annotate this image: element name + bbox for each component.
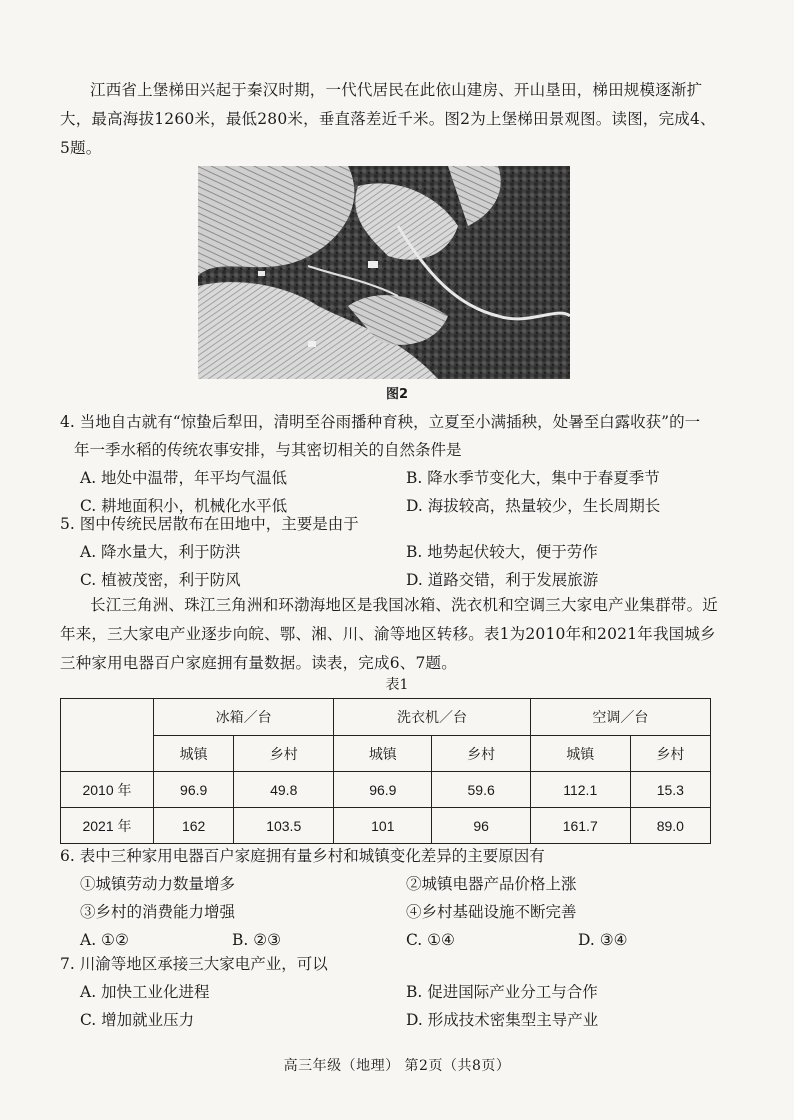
q6-item-3: ③乡村的消费能力增强 [80, 903, 236, 921]
table-cell: 15.3 [630, 772, 710, 808]
table-cell: 162 [154, 808, 234, 844]
figure-caption: 图2 [385, 387, 409, 402]
table-cell: 101 [334, 808, 432, 844]
q7-option-d[interactable]: D. 形成技术密集型主导产业 [406, 1011, 599, 1029]
page-footer: 高三年级（地理） 第2页（共8页） [283, 1058, 511, 1074]
table-corner-cell [61, 699, 154, 772]
q5-option-c[interactable]: C. 植被茂密，利于防风 [80, 571, 241, 589]
table-cell: 96 [432, 808, 530, 844]
question-7-stem: 7. 川渝等地区承接三大家电产业，可以 [60, 955, 328, 973]
table-cell: 59.6 [432, 772, 530, 808]
question-5-stem: 5. 图中传统民居散布在田地中，主要是由于 [60, 515, 359, 533]
q7-option-c[interactable]: C. 增加就业压力 [80, 1011, 195, 1029]
table-subheader: 城镇 [530, 736, 630, 772]
question-7 [60, 950, 730, 1034]
question-4 [60, 408, 730, 520]
q6-item-4: ④乡村基础设施不断完善 [406, 903, 577, 921]
table-cell: 96.9 [154, 772, 234, 808]
q7-option-a[interactable]: A. 加快工业化进程 [80, 983, 210, 1001]
q4-option-b[interactable]: B. 降水季节变化大，集中于春夏季节 [406, 469, 660, 487]
q6-item-1: ①城镇劳动力数量增多 [80, 875, 236, 893]
q4-option-c[interactable]: C. 耕地面积小，机械化水平低 [80, 497, 288, 515]
table-group-header: 冰箱／台 [154, 699, 334, 736]
table-subheader: 城镇 [154, 736, 234, 772]
q4-option-a[interactable]: A. 地处中温带，年平均气温低 [80, 469, 288, 487]
table-cell: 96.9 [334, 772, 432, 808]
q6-item-2: ②城镇电器产品价格上涨 [406, 875, 577, 893]
table-title: 表1 [385, 677, 409, 693]
table-subheader: 城镇 [334, 736, 432, 772]
table-cell: 49.8 [234, 772, 334, 808]
appliance-ownership-table [60, 698, 711, 844]
q5-option-d[interactable]: D. 道路交错，利于发展旅游 [406, 571, 599, 589]
q6-option-a[interactable]: A. ①② [80, 931, 129, 949]
table-cell: 112.1 [530, 772, 630, 808]
table-cell: 89.0 [630, 808, 710, 844]
question-4-stem-cont: 年一季水稻的传统农事安排，与其密切相关的自然条件是 [74, 441, 462, 459]
question-4-stem: 4. 当地自古就有“惊蛰后犁田，清明至谷雨播种育秧，立夏至小满插秧，处暑至白露收获”的一 [60, 413, 701, 431]
terrace-landscape-photo [198, 166, 570, 379]
question-5 [60, 510, 730, 594]
intro-paragraph-terraces: 江西省上堡梯田兴起于秦汉时期，一代代居民在此依山建房、开山垦田，梯田规模逐渐扩大，最高海拔1260米，最低280米，垂直落差近千米。图2为上堡梯田景观图。读图，完成4、5题。 [60, 81, 716, 157]
q4-option-d[interactable]: D. 海拔较高，热量较少，生长周期长 [406, 497, 661, 515]
table-subheader: 乡村 [432, 736, 530, 772]
table-row [61, 808, 711, 844]
terrace-photo-illustration [198, 166, 570, 379]
q6-option-b[interactable]: B. ②③ [232, 931, 282, 949]
table-subheader: 乡村 [234, 736, 334, 772]
question-6-stem: 6. 表中三种家用电器百户家庭拥有量乡村和城镇变化差异的主要原因有 [60, 847, 545, 865]
table-row-year: 2021 年 [61, 808, 154, 844]
table-row-year: 2010 年 [61, 772, 154, 808]
question-6 [60, 842, 730, 954]
table-cell: 161.7 [530, 808, 630, 844]
intro-paragraph-appliances: 长江三角洲、珠江三角洲和环渤海地区是我国冰箱、洗衣机和空调三大家电产业集群带。近年来，三大家电产业逐步向皖、鄂、湘、川、渝等地区转移。表1为2010年和2021年我国城乡三种家用电器百户家庭拥有量数据。读表，完成6、7题。 [60, 596, 719, 672]
q7-option-b[interactable]: B. 促进国际产业分工与合作 [406, 983, 598, 1001]
q6-option-c[interactable]: C. ①④ [406, 931, 455, 949]
table-group-header: 空调／台 [530, 699, 710, 736]
table-cell: 103.5 [234, 808, 334, 844]
table-group-header: 洗衣机／台 [334, 699, 531, 736]
q6-option-d[interactable]: D. ③④ [578, 931, 628, 949]
table-row [61, 772, 711, 808]
q5-option-a[interactable]: A. 降水量大，利于防洪 [80, 543, 241, 561]
q5-option-b[interactable]: B. 地势起伏较大，便于劳作 [406, 543, 598, 561]
table-subheader: 乡村 [630, 736, 710, 772]
